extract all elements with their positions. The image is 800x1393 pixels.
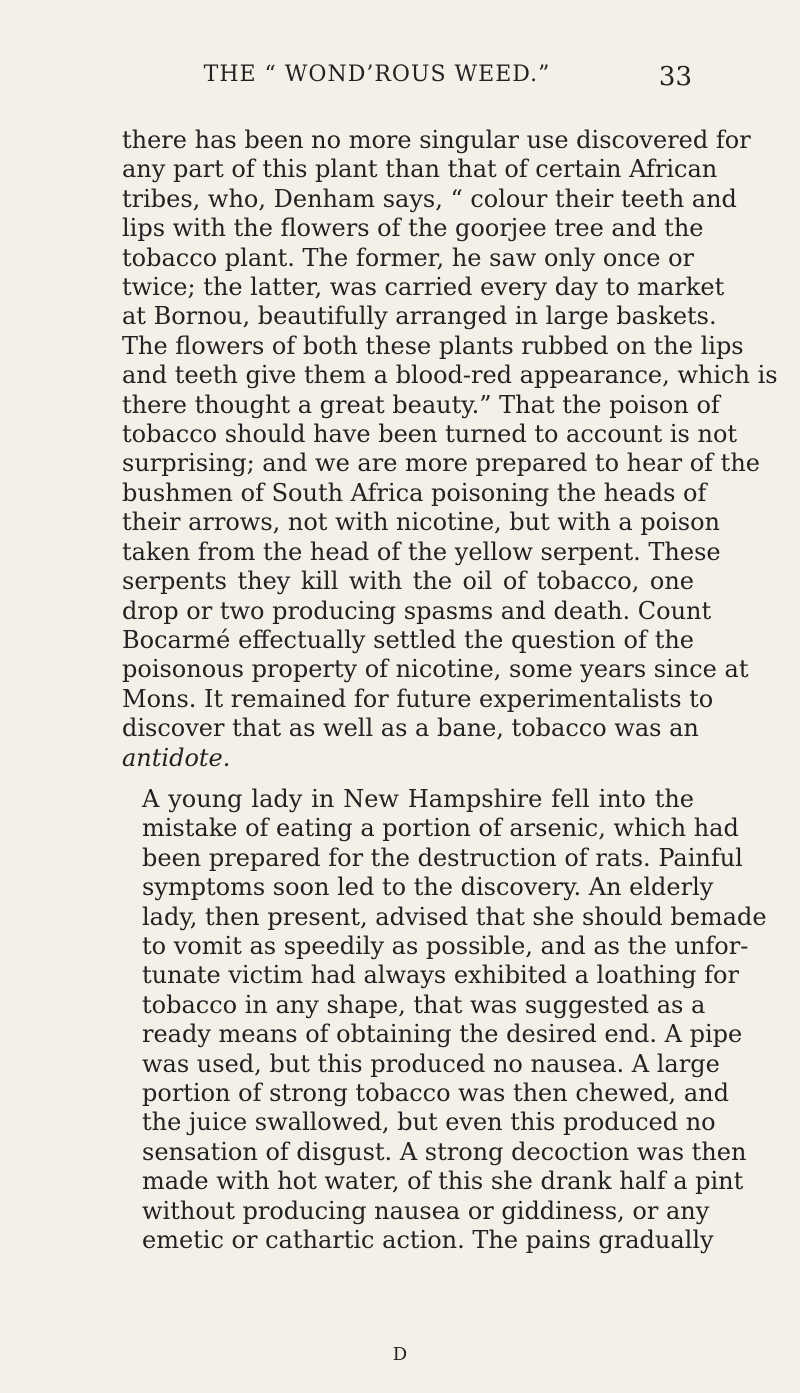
text-line: sensation of disgust. A strong decoction was then (142, 1137, 747, 1166)
text-line: tobacco in any shape, that was suggested as a (142, 990, 706, 1019)
text-line: ready means of obtaining the desired end. A pipe (142, 1020, 743, 1049)
text-line: tribes, who, Denham says, “ colour their teeth and (122, 184, 737, 213)
text-line: lips with the flowers of the goorjee tree and the (122, 214, 704, 243)
text-line: taken from the head of the yellow serpent. These (122, 537, 721, 566)
text-line: any part of this plant than that of certain African (122, 155, 718, 184)
text-line: portion of strong tobacco was then chewed, and (142, 1079, 729, 1107)
text-line: lady, then present, advised that she should bemade (142, 902, 767, 931)
text-line: the juice swallowed, but even this produced no (142, 1108, 716, 1137)
page-number: 33 (658, 62, 692, 92)
text-line: was used, but this produced no nausea. A large (142, 1049, 720, 1078)
text-line: serpents they kill with the oil of tobacco, one (122, 567, 694, 596)
text-line: their arrows, not with nicotine, but with a poison (122, 508, 720, 537)
text-line: to vomit as speedily as possible, and as the unfor- (142, 931, 749, 960)
text-line: twice; the latter, was carried every day to market (122, 273, 725, 302)
text-line: Mons. It remained for future experimentalists to (122, 684, 714, 713)
text-line: discover that as well as a bane, tobacco was an (122, 714, 699, 743)
running-head: THE “ WOND’ROUS WEED.” (203, 62, 551, 87)
text-line: been prepared for the destruction of rats. Painful (142, 843, 743, 872)
text-line: there has been no more singular use discovered for (122, 126, 751, 154)
signature-mark: D (392, 1344, 408, 1365)
text-line: tobacco plant. The former, he saw only once or (122, 243, 694, 272)
text-line: A young lady in New Hampshire fell into the (142, 784, 694, 813)
text-line: drop or two producing spasms and death. Count (122, 596, 712, 625)
text-line: without producing nausea or giddiness, or any (142, 1196, 710, 1225)
text-line: and teeth give them a blood-red appearance, which is (122, 361, 778, 390)
text-line: tunate victim had always exhibited a loathing for (142, 961, 739, 990)
text-line: mistake of eating a portion of arsenic, which had (142, 814, 739, 843)
text-line: tobacco should have been turned to account is not (122, 420, 738, 449)
body-text (122, 126, 778, 1255)
paragraph-2 (122, 784, 767, 1256)
text-line: emetic or cathartic action. The pains gradually (142, 1226, 714, 1255)
text-line: made with hot water, of this she drank half a pint (142, 1167, 744, 1196)
text-line: bushmen of South Africa poisoning the heads of (122, 478, 707, 507)
text-line: symptoms soon led to the discovery. An elderly (142, 873, 714, 902)
text-line: there thought a great beauty.” That the poison of (122, 390, 720, 419)
text-line: poisonous property of nicotine, some years since at (122, 655, 749, 684)
paragraph-1 (122, 126, 778, 773)
text-line: The flowers of both these plants rubbed on the lips (122, 331, 744, 360)
text-line: at Bornou, beautifully arranged in large baskets. (122, 302, 717, 331)
page-header (122, 62, 692, 98)
text-line: antidote. (122, 743, 231, 772)
text-line: surprising; and we are more prepared to hear of the (122, 449, 760, 478)
text-line: Bocarmé effectually settled the question of the (122, 625, 694, 654)
